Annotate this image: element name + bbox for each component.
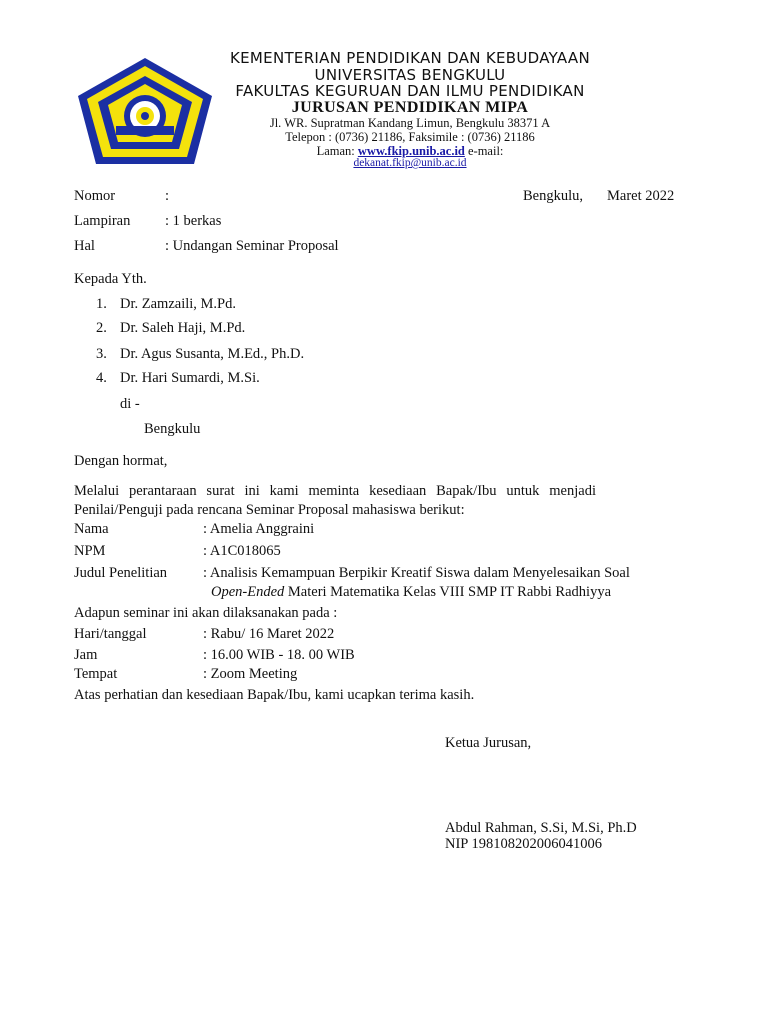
- judul-line: : Analisis Kemampuan Berpikir Kreatif Siswa dalam Menyelesaikan Soal: [203, 565, 630, 581]
- recipient-num: 4.: [96, 370, 107, 386]
- recipient-di: di -: [120, 396, 140, 412]
- letterhead-faculty: FAKULTAS KEGURUAN DAN ILMU PENDIDIKAN: [235, 82, 585, 100]
- judul-italic: Open-Ended: [211, 584, 285, 600]
- email-label: e-mail:: [468, 144, 504, 158]
- hal-value: : Undangan Seminar Proposal: [165, 238, 339, 254]
- letterhead-ministry: KEMENTERIAN PENDIDIKAN DAN KEBUDAYAAN: [230, 49, 590, 67]
- jam-value: : 16.00 WIB - 18. 00 WIB: [203, 647, 355, 663]
- signature-title: Ketua Jurusan,: [445, 735, 532, 751]
- web-label: Laman:: [316, 144, 355, 158]
- recipient-num: 3.: [96, 346, 107, 362]
- letterhead-address: Jl. WR. Supratman Kandang Limun, Bengkulu 38371 A: [269, 116, 551, 130]
- paragraph-line: Penilai/Penguji pada rencana Seminar Proposal mahasiswa berikut:: [74, 502, 465, 518]
- tempat-value: : Zoom Meeting: [203, 666, 298, 682]
- schedule-intro: Adapun seminar ini akan dilaksanakan pada :: [74, 605, 338, 621]
- recipient-name: Dr. Agus Susanta, M.Ed., Ph.D.: [120, 346, 305, 362]
- letter-date: Maret 2022: [607, 188, 675, 204]
- letterhead-university: UNIVERSITAS BENGKULU: [314, 66, 506, 84]
- npm-label: NPM: [74, 543, 106, 559]
- recipient-city: Bengkulu: [144, 421, 201, 437]
- nama-value: : Amelia Anggraini: [203, 521, 315, 537]
- lampiran-label: Lampiran: [74, 213, 131, 229]
- npm-value: : A1C018065: [203, 543, 281, 559]
- email-link[interactable]: dekanat.fkip@unib.ac.id: [353, 157, 467, 169]
- paragraph-line: Melalui perantaraan surat ini kami meminta kesediaan Bapak/Ibu untuk menjadi: [74, 483, 596, 499]
- letter-place: Bengkulu,: [523, 188, 584, 204]
- recipient-name: Dr. Hari Sumardi, M.Si.: [120, 370, 260, 386]
- nomor-value: :: [165, 188, 170, 204]
- jam-label: Jam: [74, 647, 98, 663]
- letterhead-phone: Telepon : (0736) 21186, Faksimile : (0736) 21186: [285, 130, 535, 144]
- lampiran-value: : 1 berkas: [165, 213, 222, 229]
- greeting: Dengan hormat,: [74, 453, 168, 469]
- signature-name: Abdul Rahman, S.Si, M.Si, Ph.D: [445, 820, 637, 836]
- letterhead-department: JURUSAN PENDIDIKAN MIPA: [291, 99, 529, 116]
- judul-label: Judul Penelitian: [74, 565, 168, 581]
- signature-nip: NIP 198108202006041006: [445, 836, 602, 852]
- hari-label: Hari/tanggal: [74, 626, 147, 642]
- judul-rest: Materi Matematika Kelas VIII SMP IT Rabbi Radhiyya: [284, 584, 612, 600]
- recipient-name: Dr. Zamzaili, M.Pd.: [120, 296, 236, 312]
- recipient-num: 2.: [96, 320, 107, 336]
- recipient-name: Dr. Saleh Haji, M.Pd.: [120, 320, 246, 336]
- closing: Atas perhatian dan kesediaan Bapak/Ibu, kami ucapkan terima kasih.: [74, 687, 475, 703]
- hari-value: : Rabu/ 16 Maret 2022: [203, 626, 335, 642]
- tempat-label: Tempat: [74, 666, 118, 682]
- web-link[interactable]: www.fkip.unib.ac.id: [357, 144, 465, 158]
- recipient-num: 1.: [96, 296, 107, 312]
- judul-line: [211, 584, 611, 601]
- nama-label: Nama: [74, 521, 109, 537]
- recipient-intro: Kepada Yth.: [74, 271, 147, 287]
- hal-label: Hal: [74, 238, 95, 254]
- nomor-label: Nomor: [74, 188, 116, 204]
